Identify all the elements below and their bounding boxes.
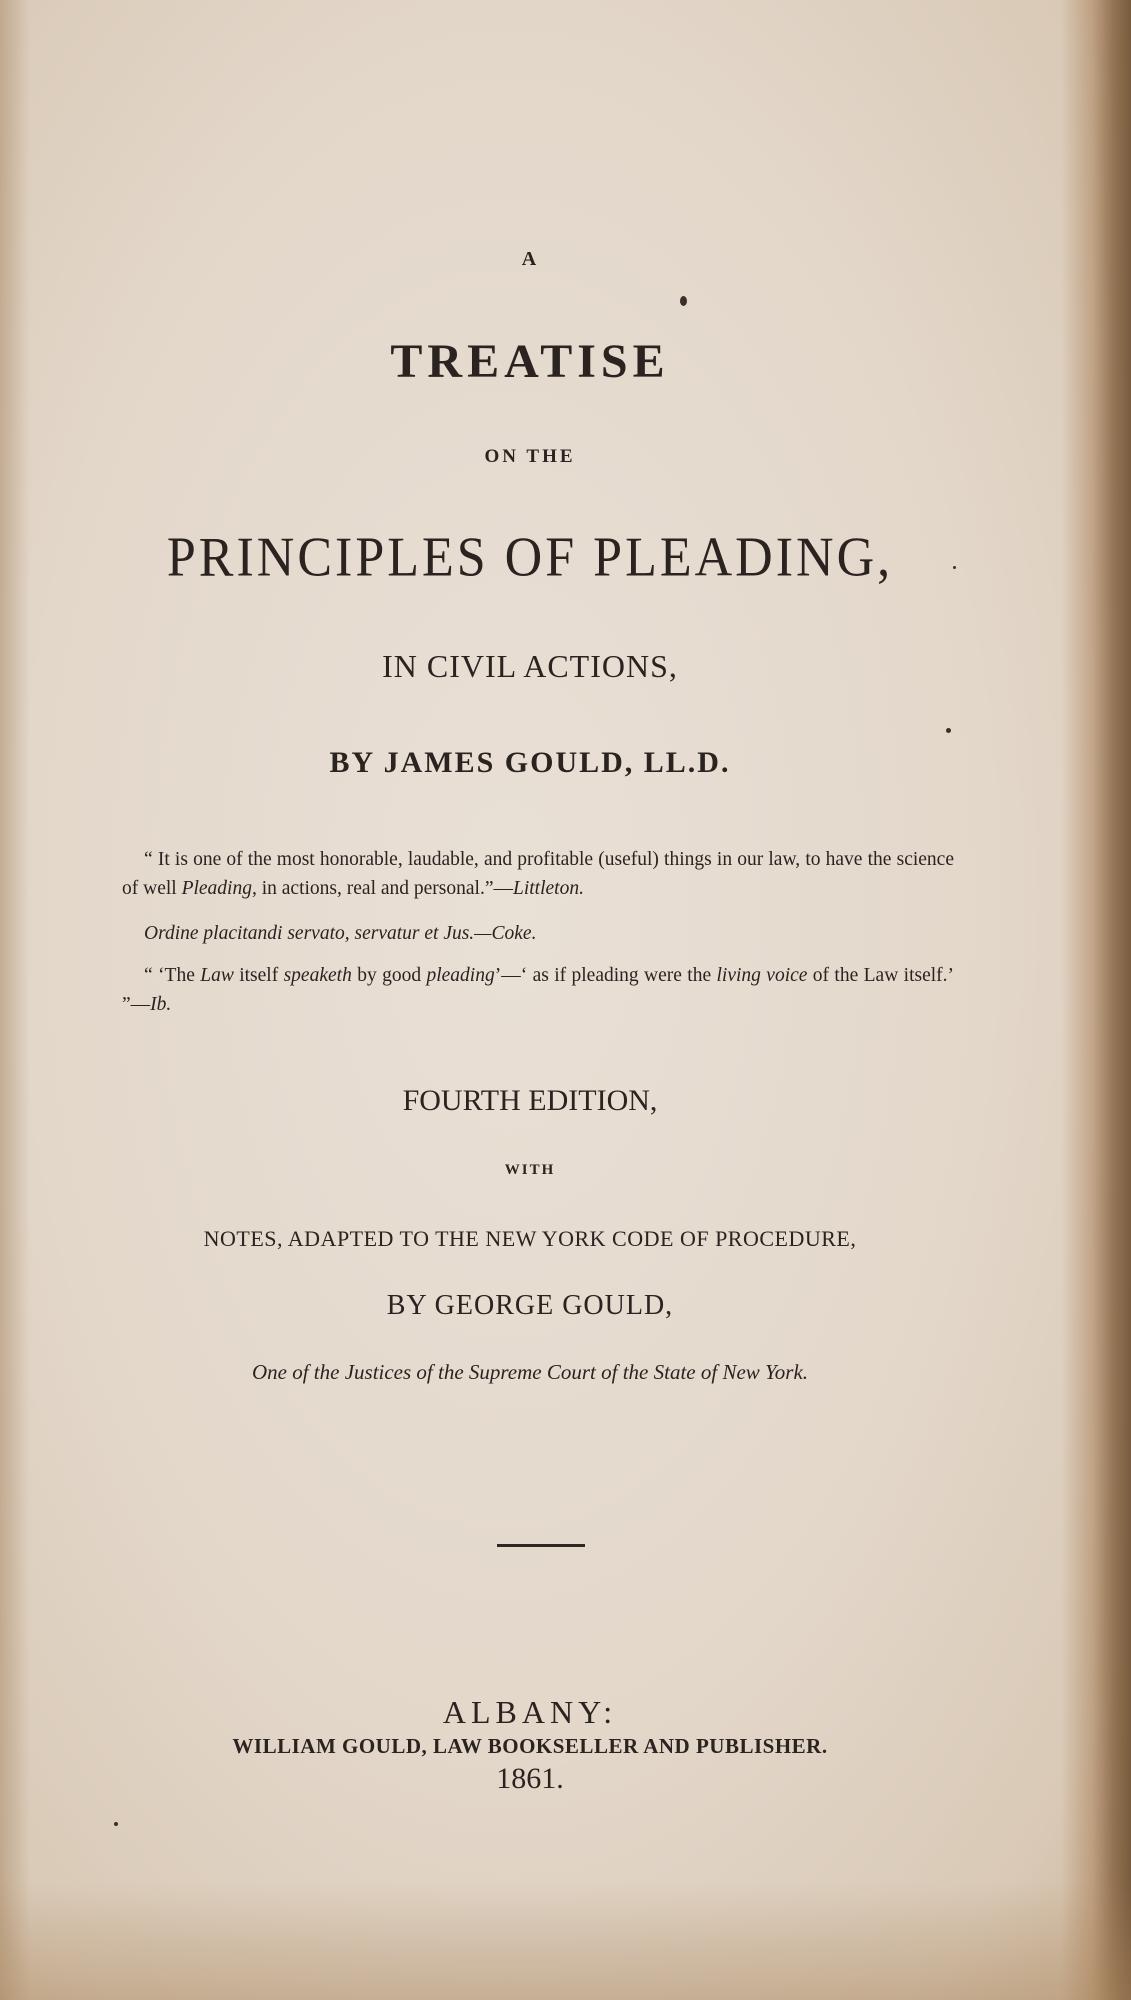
- epigraph-coke: Ordine placitandi servato, servatur et Jus.—Coke.: [144, 923, 537, 944]
- edition-line: FOURTH EDITION,: [402, 1084, 658, 1117]
- notes-line: NOTES, ADAPTED TO THE NEW YORK CODE OF PROCEDURE,: [203, 1226, 857, 1251]
- quote-emphasis: Law: [200, 965, 234, 986]
- quote-source: Ib.: [150, 994, 172, 1015]
- ink-speck: [946, 728, 951, 733]
- book-title: TREATISE: [390, 335, 670, 388]
- ink-speck: [114, 1822, 118, 1826]
- with-line: WITH: [504, 1162, 556, 1178]
- ink-speck: [953, 566, 956, 569]
- title-connector: ON THE: [484, 446, 576, 467]
- imprint-city: ALBANY:: [442, 1694, 618, 1730]
- author-line: BY JAMES GOULD, LL.D.: [329, 746, 731, 779]
- epigraph-littleton: [122, 845, 954, 903]
- ink-speck: [680, 296, 687, 306]
- book-subject: PRINCIPLES OF PLEADING,: [166, 526, 894, 589]
- epigraph-ib: [122, 961, 954, 1019]
- book-scope: IN CIVIL ACTIONS,: [382, 648, 678, 684]
- quote-text: in actions, real and personal.”—: [256, 878, 513, 899]
- quote-source: Littleton.: [512, 878, 584, 899]
- quote-emphasis: speaketh: [283, 965, 352, 986]
- imprint-publisher: WILLIAM GOULD, LAW BOOKSELLER AND PUBLISHER.: [232, 1734, 828, 1758]
- quote-emphasis: living voice: [716, 965, 808, 986]
- quote-text: ’—‘ as if pleading were the: [494, 965, 717, 986]
- page-edge-bottom-stain: [0, 1880, 1131, 2000]
- imprint-year: 1861.: [496, 1762, 564, 1795]
- quote-emphasis: pleading: [426, 965, 495, 986]
- editor-role: One of the Justices of the Supreme Court of the State of New York.: [251, 1360, 809, 1384]
- page-edge-right-stain: [1061, 0, 1131, 2000]
- editor-line: BY GEORGE GOULD,: [386, 1290, 674, 1321]
- divider-rule: [497, 1544, 585, 1547]
- quote-emphasis: Pleading,: [181, 878, 257, 899]
- quote-text: itself: [233, 965, 284, 986]
- quote-text: of the Law itself.’ ”—: [122, 965, 955, 1015]
- quote-text: “ It is one of the most honorable, laudable, and profitable (useful) things in our law, to have the science of well: [122, 849, 954, 899]
- title-article: A: [521, 248, 539, 270]
- quote-text: by good: [351, 965, 427, 986]
- quote-text: “ ‘The: [144, 965, 201, 986]
